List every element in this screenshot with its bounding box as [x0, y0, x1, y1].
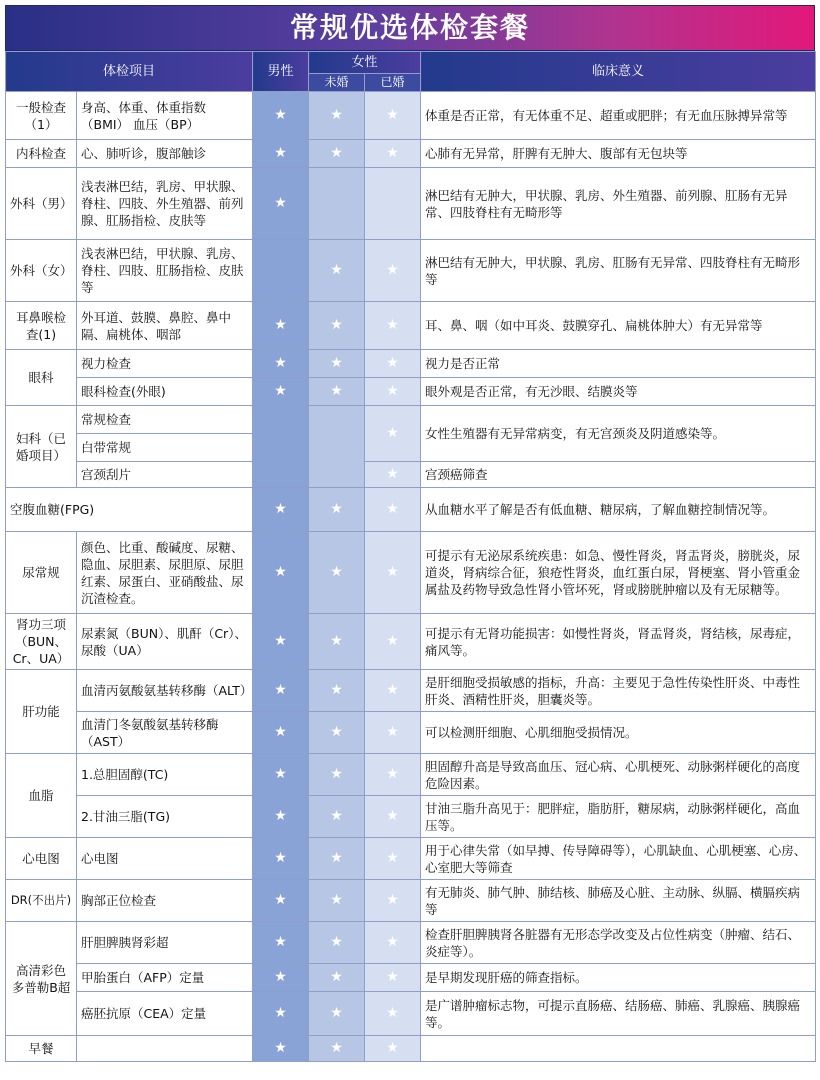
category-cell: 早餐: [6, 1036, 77, 1062]
table-row: [6, 92, 816, 140]
category-cell: DR(不出片): [6, 880, 77, 922]
header-unmarried: 未婚: [309, 74, 365, 92]
category-cell: 肝功能: [6, 670, 77, 754]
star-unmarried: ★: [309, 302, 365, 350]
star-married: ★: [365, 880, 421, 922]
star-unmarried: ★: [309, 992, 365, 1036]
significance-cell: 用于心律失常（如早搏、传导障碍等），心肌缺血、心肌梗塞、心房、心室肥大等筛查: [421, 838, 816, 880]
item-cell: 视力检查: [77, 350, 253, 378]
significance-cell: 是广谱肿瘤标志物，可提示直肠癌、结肠癌、肺癌、乳腺癌、胰腺癌等。: [421, 992, 816, 1036]
item-cell: 眼科检查(外眼): [77, 378, 253, 406]
star-male: ★: [253, 92, 309, 140]
star-unmarried: ★: [309, 754, 365, 796]
star-unmarried: ★: [309, 838, 365, 880]
star-male: ★: [253, 350, 309, 378]
item-cell: 血清门冬氨酸氨基转移酶（AST）: [77, 712, 253, 754]
item-cell: 血清丙氨酸氨基转移酶（ALT）: [77, 670, 253, 712]
significance-cell: 甘油三脂升高见于：肥胖症，脂肪肝，糖尿病，动脉粥样硬化，高血压等。: [421, 796, 816, 838]
header-significance: 临床意义: [421, 52, 816, 92]
significance-cell: 宫颈癌筛查: [421, 462, 816, 488]
header-married: 已婚: [365, 74, 421, 92]
item-cell: 肝胆脾胰肾彩超: [77, 922, 253, 964]
star-male: ★: [253, 754, 309, 796]
category-cell: 外科（男）: [6, 168, 77, 240]
item-cell: 宫颈刮片: [77, 462, 253, 488]
star-male: ★: [253, 302, 309, 350]
category-cell: 空腹血糖(FPG): [6, 488, 253, 532]
star-married: ★: [365, 378, 421, 406]
category-cell: 一般检查（1）: [6, 92, 77, 140]
star-unmarried: ★: [309, 488, 365, 532]
star-married: ★: [365, 838, 421, 880]
item-cell: 浅表淋巴结，乳房、甲状腺、脊柱、四肢、外生殖器、前列腺、肛肠指检、皮肤等: [77, 168, 253, 240]
star-married: ★: [365, 922, 421, 964]
table-row: [6, 992, 816, 1036]
empty-male: [253, 406, 309, 488]
star-unmarried: ★: [309, 880, 365, 922]
significance-cell: 眼外观是否正常，有无沙眼、结膜炎等: [421, 378, 816, 406]
significance-cell: 视力是否正常: [421, 350, 816, 378]
table-row: [6, 796, 816, 838]
category-cell: 眼科: [6, 350, 77, 406]
table-row: [6, 922, 816, 964]
table-row: [6, 488, 816, 532]
star-male: ★: [253, 1036, 309, 1062]
star-unmarried: ★: [309, 922, 365, 964]
star-male: ★: [253, 140, 309, 168]
star-married: ★: [365, 462, 421, 488]
table-row: [6, 240, 816, 302]
item-cell: 外耳道、鼓膜、鼻腔、鼻中隔、扁桃体、咽部: [77, 302, 253, 350]
item-cell: 常规检查: [77, 406, 253, 434]
table-row: [6, 1036, 816, 1062]
star-married: ★: [365, 140, 421, 168]
star-married: ★: [365, 992, 421, 1036]
star-unmarried: ★: [309, 378, 365, 406]
star-married: ★: [365, 964, 421, 992]
star-male: ★: [253, 922, 309, 964]
significance-cell: 女性生殖器有无异常病变，有无宫颈炎及阴道感染等。: [421, 406, 816, 462]
item-cell: 胸部正位检查: [77, 880, 253, 922]
table-row: [6, 712, 816, 754]
star-male: ★: [253, 964, 309, 992]
category-cell: 耳鼻喉检查(1): [6, 302, 77, 350]
star-married: ★: [365, 350, 421, 378]
table-row: [6, 350, 816, 378]
table-row: [6, 168, 816, 240]
star-male: ★: [253, 488, 309, 532]
star-male: ★: [253, 378, 309, 406]
table-row: [6, 302, 816, 350]
item-cell: 2.甘油三脂(TG): [77, 796, 253, 838]
star-unmarried: ★: [309, 614, 365, 670]
category-cell: 高清彩色多普勒B超: [6, 922, 77, 1036]
star-married: ★: [365, 754, 421, 796]
item-cell: 颜色、比重、酸碱度、尿糖、隐血、尿胆素、尿胆原、尿胆红素、尿蛋白、亚硝酸盐、尿沉渣检查。: [77, 532, 253, 614]
significance-cell: 可提示有无肾功能损害：如慢性肾炎，肾盂肾炎，肾结核，尿毒症，痛风等。: [421, 614, 816, 670]
table-row: [6, 378, 816, 406]
table-row: [6, 614, 816, 670]
category-cell: 肾功三项（BUN、Cr、UA）: [6, 614, 77, 670]
significance-cell: 体重是否正常，有无体重不足、超重或肥胖；有无血压脉搏异常等: [421, 92, 816, 140]
table-row: [6, 754, 816, 796]
category-cell: 心电图: [6, 838, 77, 880]
exam-table: [5, 51, 816, 1062]
significance-cell: [421, 1036, 816, 1062]
significance-cell: 可以检测肝细胞、心肌细胞受损情况。: [421, 712, 816, 754]
star-unmarried: ★: [309, 240, 365, 302]
star-married: ★: [365, 240, 421, 302]
significance-cell: 可提示有无泌尿系统疾患：如急、慢性肾炎，肾盂肾炎，膀胱炎，尿道炎，肾病综合征，狼疮性肾炎，血红蛋白尿，肾梗塞、肾小管重金属盐及药物导致急性肾小管坏死，肾或膀胱肿瘤以及有无尿糖等。: [421, 532, 816, 614]
item-cell: 心电图: [77, 838, 253, 880]
item-cell: 尿素氮（BUN）、肌酐（Cr）、尿酸（UA）: [77, 614, 253, 670]
item-cell: 浅表淋巴结，甲状腺、乳房、脊柱、四肢、肛肠指检、皮肤等: [77, 240, 253, 302]
empty-married: [365, 168, 421, 240]
star-married: ★: [365, 670, 421, 712]
category-cell: 血脂: [6, 754, 77, 838]
star-married: ★: [365, 406, 421, 462]
empty-unmarried: [309, 168, 365, 240]
star-married: ★: [365, 796, 421, 838]
significance-cell: 从血糖水平了解是否有低血糖、糖尿病，了解血糖控制情况等。: [421, 488, 816, 532]
star-male: ★: [253, 796, 309, 838]
star-married: ★: [365, 488, 421, 532]
star-unmarried: ★: [309, 670, 365, 712]
header-item: 体检项目: [6, 52, 253, 92]
star-married: ★: [365, 92, 421, 140]
table-row: [6, 838, 816, 880]
star-married: ★: [365, 614, 421, 670]
star-male: ★: [253, 992, 309, 1036]
star-unmarried: ★: [309, 1036, 365, 1062]
table-row: [6, 140, 816, 168]
star-married: ★: [365, 1036, 421, 1062]
table-row: [6, 880, 816, 922]
significance-cell: 心肺有无异常，肝脾有无肿大、腹部有无包块等: [421, 140, 816, 168]
header-female: 女性: [309, 52, 421, 74]
significance-cell: 胆固醇升高是导致高血压、冠心病、心肌梗死、动脉粥样硬化的高度危险因素。: [421, 754, 816, 796]
empty-unmarried: [309, 406, 365, 488]
star-male: ★: [253, 670, 309, 712]
star-male: ★: [253, 532, 309, 614]
table-row: [6, 462, 816, 488]
star-male: ★: [253, 614, 309, 670]
package-sheet: [5, 5, 815, 1062]
empty-male: [253, 240, 309, 302]
star-unmarried: ★: [309, 140, 365, 168]
star-male: ★: [253, 168, 309, 240]
star-unmarried: ★: [309, 532, 365, 614]
item-cell: 甲胎蛋白（AFP）定量: [77, 964, 253, 992]
category-cell: 内科检查: [6, 140, 77, 168]
star-unmarried: ★: [309, 964, 365, 992]
star-unmarried: ★: [309, 92, 365, 140]
star-married: ★: [365, 302, 421, 350]
significance-cell: 淋巴结有无肿大，甲状腺、乳房、肛肠有无异常、四肢脊柱有无畸形等: [421, 240, 816, 302]
significance-cell: 是肝细胞受损敏感的指标，升高：主要见于急性传染性肝炎、中毒性肝炎、酒精性肝炎，胆囊炎等。: [421, 670, 816, 712]
star-unmarried: ★: [309, 712, 365, 754]
table-row: [6, 670, 816, 712]
category-cell: 外科（女）: [6, 240, 77, 302]
item-cell: 身高、体重、体重指数（BMI） 血压（BP）: [77, 92, 253, 140]
page-title: 常规优选体检套餐: [5, 5, 815, 51]
table-row: [6, 964, 816, 992]
header-male: 男性: [253, 52, 309, 92]
item-cell: 癌胚抗原（CEA）定量: [77, 992, 253, 1036]
star-married: ★: [365, 532, 421, 614]
star-unmarried: ★: [309, 350, 365, 378]
category-cell: 尿常规: [6, 532, 77, 614]
category-cell: 妇科（已婚项目）: [6, 406, 77, 488]
item-cell: 心、肺听诊，腹部触诊: [77, 140, 253, 168]
star-male: ★: [253, 838, 309, 880]
item-cell: 1.总胆固醇(TC): [77, 754, 253, 796]
significance-cell: 是早期发现肝癌的筛查指标。: [421, 964, 816, 992]
item-cell: [77, 1036, 253, 1062]
star-male: ★: [253, 880, 309, 922]
star-unmarried: ★: [309, 796, 365, 838]
significance-cell: 淋巴结有无肿大，甲状腺、乳房、外生殖器、前列腺、肛肠有无异常、四肢脊柱有无畸形等: [421, 168, 816, 240]
item-cell: 白带常规: [77, 434, 253, 462]
significance-cell: 耳、鼻、咽（如中耳炎、鼓膜穿孔、扁桃体肿大）有无异常等: [421, 302, 816, 350]
table-row: [6, 532, 816, 614]
star-male: ★: [253, 712, 309, 754]
star-married: ★: [365, 712, 421, 754]
table-row: [6, 406, 816, 434]
significance-cell: 有无肺炎、肺气肿、肺结核、肺癌及心脏、主动脉、纵膈、横膈疾病等: [421, 880, 816, 922]
significance-cell: 检查肝胆脾胰肾各脏器有无形态学改变及占位性病变（肿瘤、结石、炎症等）。: [421, 922, 816, 964]
